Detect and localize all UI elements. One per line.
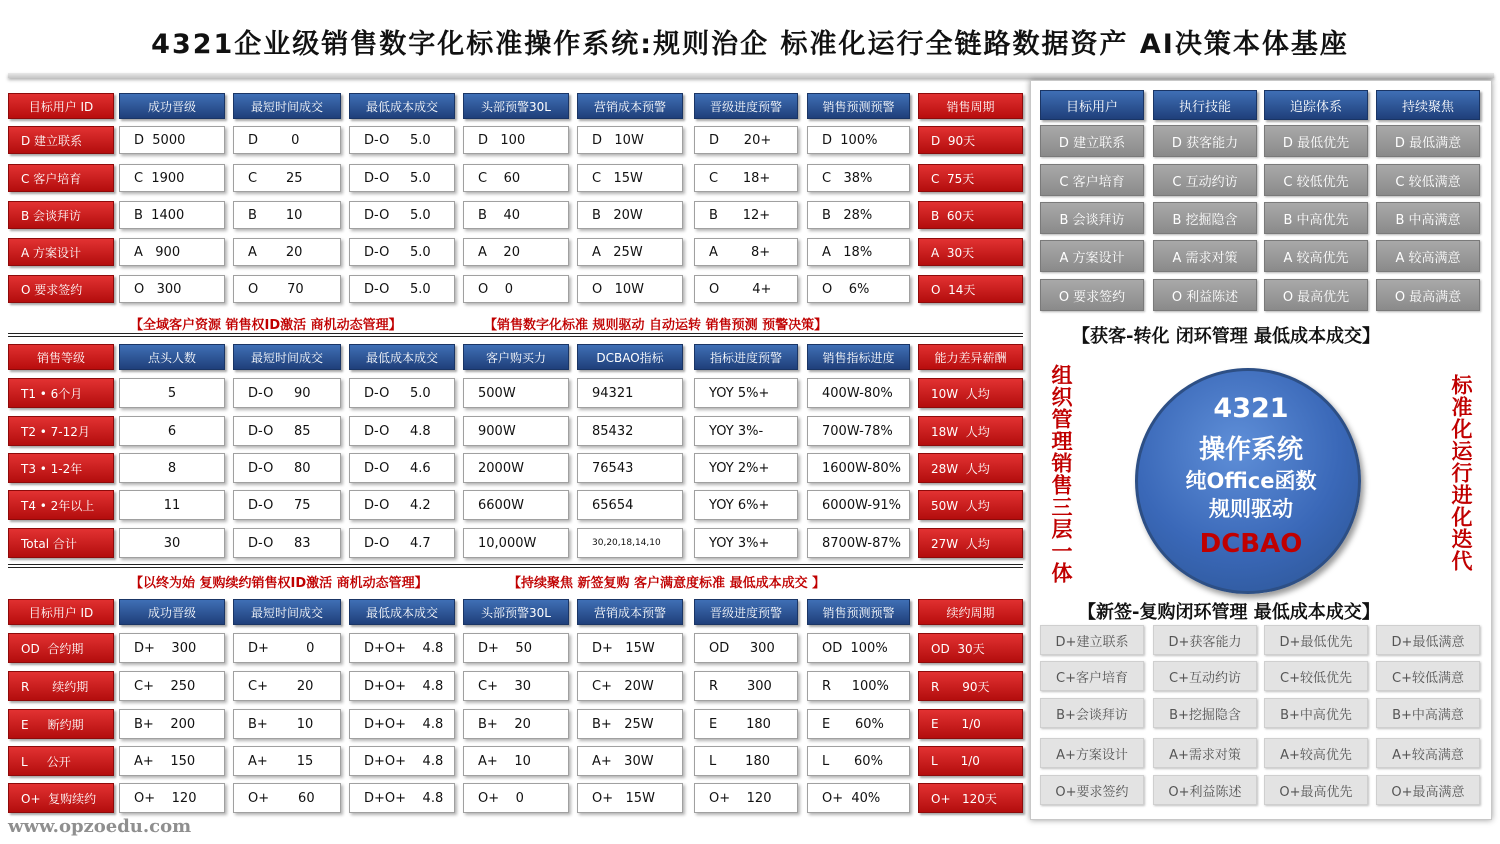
table2-header-0: 销售等级 (8, 344, 114, 370)
right-bottom-cell-r1-c0: C+客户培育 (1040, 661, 1144, 691)
table1-cell-r3-c5: A 25W (577, 238, 683, 266)
table2-cell-r1-c7: 700W-78% (807, 416, 910, 446)
table2-cell-r4-c0: Total 合计 (8, 528, 114, 558)
table2-cell-r3-c8: 50W 人均 (918, 490, 1023, 520)
right-header-1: 执行技能 (1153, 90, 1257, 120)
table1-header-2: 最短时间成交 (233, 93, 341, 119)
table3-cell-r3-c2: A+ 15 (233, 746, 341, 776)
table3-cell-r4-c5: O+ 15W (577, 783, 683, 813)
table2-cell-r0-c4: 500W (463, 378, 569, 408)
table1-cell-r3-c8: A 30天 (918, 238, 1023, 266)
table3-header-2: 最短时间成交 (233, 599, 341, 625)
table3-cell-r3-c4: A+ 10 (463, 746, 569, 776)
title-divider (8, 73, 1494, 78)
table1-cell-r1-c8: C 75天 (918, 164, 1023, 192)
right-top-cell-r2-c2: B 中高优先 (1264, 202, 1368, 234)
table2-cell-r2-c0: T3 • 1-2年 (8, 453, 114, 483)
table1-cell-r3-c2: A 20 (233, 238, 341, 266)
right-top-cell-r2-c1: B 挖掘隐含 (1153, 202, 1257, 234)
table3-cell-r0-c6: OD 300 (694, 633, 798, 663)
table1-header-6: 晋级进度预警 (694, 93, 798, 119)
table3-cell-r2-c6: E 180 (694, 709, 798, 739)
table3-cell-r2-c8: E 1/0 (918, 709, 1023, 739)
table3-cell-r1-c0: R 续约期 (8, 671, 114, 701)
table2-cell-r2-c3: D-O 4.6 (349, 453, 455, 483)
table1-cell-r4-c5: O 10W (577, 275, 683, 303)
table1-cell-r3-c0: A 方案设计 (8, 238, 114, 266)
table2-cell-r2-c4: 2000W (463, 453, 569, 483)
table1-cell-r2-c4: B 40 (463, 201, 569, 229)
table2-cell-r3-c6: YOY 6%+ (694, 490, 798, 520)
table1-cell-r4-c6: O 4+ (694, 275, 798, 303)
circle-line1: 4321 (1213, 393, 1289, 424)
table2-header-3: 最低成本成交 (349, 344, 455, 370)
right-top-cell-r3-c2: A 较高优先 (1264, 240, 1368, 272)
table3-cell-r4-c7: O+ 40% (807, 783, 910, 813)
table3-cell-r2-c3: D+O+ 4.8 (349, 709, 455, 739)
table3-cell-r2-c1: B+ 200 (119, 709, 225, 739)
table2-cell-r3-c2: D-O 75 (233, 490, 341, 520)
table2-cell-r4-c6: YOY 3%+ (694, 528, 798, 558)
right-bottom-cell-r0-c3: D+最低满意 (1376, 625, 1480, 655)
table3-cell-r3-c1: A+ 150 (119, 746, 225, 776)
table2-cell-r1-c8: 18W 人均 (918, 416, 1023, 446)
right-top-cell-r2-c0: B 会谈拜访 (1040, 202, 1144, 234)
table3-cell-r1-c2: C+ 20 (233, 671, 341, 701)
circle-line3: 纯Office函数 (1185, 469, 1317, 493)
table3-header-1: 成功晋级 (119, 599, 225, 625)
table2-cell-r0-c8: 10W 人均 (918, 378, 1023, 408)
page-title: 4321企业级销售数字化标准操作系统:规则治企 标准化运行全链路数据资产 AI决策本体基座 (151, 29, 1349, 60)
table3-cell-r0-c5: D+ 15W (577, 633, 683, 663)
table1-cell-r4-c7: O 6% (807, 275, 910, 303)
right-bottom-cell-r0-c1: D+获客能力 (1153, 625, 1257, 655)
table2-note-left: 【以终为始 复购续约销售权ID激活 商机动态管理】 (130, 576, 428, 591)
right-top-cell-r1-c3: C 较低满意 (1376, 164, 1480, 196)
table3-cell-r0-c4: D+ 50 (463, 633, 569, 663)
table1-cell-r3-c7: A 18% (807, 238, 910, 266)
right-top-cell-r0-c0: D 建立联系 (1040, 125, 1144, 157)
right-bottom-cell-r2-c0: B+会谈拜访 (1040, 698, 1144, 728)
right-bottom-cell-r3-c2: A+较高优先 (1264, 738, 1368, 768)
circle-line4: 规则驱动 (1209, 497, 1293, 521)
table3-cell-r3-c0: L 公开 (8, 746, 114, 776)
table1-cell-r4-c2: O 70 (233, 275, 341, 303)
table3-cell-r3-c7: L 60% (807, 746, 910, 776)
table1-cell-r4-c0: O 要求签约 (8, 275, 114, 303)
table3-cell-r4-c0: O+ 复购续约 (8, 783, 114, 813)
table3-cell-r1-c3: D+O+ 4.8 (349, 671, 455, 701)
core-circle (1135, 368, 1361, 594)
table2-cell-r0-c5: 94321 (577, 378, 683, 408)
table3-header-3: 最低成本成交 (349, 599, 455, 625)
right-bottom-cell-r2-c2: B+中高优先 (1264, 698, 1368, 728)
table2-cell-r3-c3: D-O 4.2 (349, 490, 455, 520)
table1-cell-r2-c1: B 1400 (119, 201, 225, 229)
table2-cell-r2-c7: 1600W-80% (807, 453, 910, 483)
right-top-cell-r0-c2: D 最低优先 (1264, 125, 1368, 157)
vertical-left-text: 组织管理销售三层一体 (1049, 364, 1073, 584)
table2-cell-r2-c8: 28W 人均 (918, 453, 1023, 483)
table2-cell-r3-c0: T4 • 2年以上 (8, 490, 114, 520)
table2-header-2: 最短时间成交 (233, 344, 341, 370)
table1-cell-r2-c5: B 20W (577, 201, 683, 229)
table1-cell-r2-c6: B 12+ (694, 201, 798, 229)
section-divider-2 (8, 564, 1023, 568)
table2-cell-r0-c1: 5 (119, 378, 225, 408)
right-top-cell-r2-c3: B 中高满意 (1376, 202, 1480, 234)
caption-acquire: 【获客-转化 闭环管理 最低成本成交】 (1072, 326, 1381, 347)
table1-cell-r1-c3: D-O 5.0 (349, 164, 455, 192)
table3-cell-r3-c8: L 1/0 (918, 746, 1023, 776)
table1-cell-r2-c2: B 10 (233, 201, 341, 229)
right-bottom-cell-r0-c0: D+建立联系 (1040, 625, 1144, 655)
right-bottom-cell-r2-c1: B+挖掘隐含 (1153, 698, 1257, 728)
table1-cell-r1-c5: C 15W (577, 164, 683, 192)
table2-cell-r3-c4: 6600W (463, 490, 569, 520)
right-top-cell-r4-c1: O 利益陈述 (1153, 279, 1257, 311)
section-divider-1 (8, 333, 1023, 337)
table2-cell-r0-c2: D-O 90 (233, 378, 341, 408)
table1-cell-r3-c1: A 900 (119, 238, 225, 266)
table2-cell-r0-c6: YOY 5%+ (694, 378, 798, 408)
table1-cell-r4-c4: O 0 (463, 275, 569, 303)
table3-cell-r0-c3: D+O+ 4.8 (349, 633, 455, 663)
right-top-cell-r0-c3: D 最低满意 (1376, 125, 1480, 157)
circle-brand: DCBAO (1199, 529, 1303, 559)
table1-header-0: 目标用户 ID (8, 93, 114, 119)
right-top-cell-r4-c2: O 最高优先 (1264, 279, 1368, 311)
table2-cell-r1-c3: D-O 4.8 (349, 416, 455, 446)
table2-cell-r1-c0: T2 • 7-12月 (8, 416, 114, 446)
table3-cell-r0-c2: D+ 0 (233, 633, 341, 663)
right-top-cell-r4-c0: O 要求签约 (1040, 279, 1144, 311)
table1-note-right: 【销售数字化标准 规则驱动 自动运转 销售预测 预警决策】 (484, 318, 828, 333)
table3-cell-r2-c7: E 60% (807, 709, 910, 739)
table3-cell-r1-c5: C+ 20W (577, 671, 683, 701)
table1-note-left: 【全域客户资源 销售权ID激活 商机动态管理】 (130, 318, 402, 333)
table3-header-8: 续约周期 (918, 599, 1023, 625)
table2-cell-r4-c3: D-O 4.7 (349, 528, 455, 558)
table1-cell-r2-c7: B 28% (807, 201, 910, 229)
table1-cell-r1-c6: C 18+ (694, 164, 798, 192)
table2-cell-r3-c1: 11 (119, 490, 225, 520)
right-bottom-cell-r3-c1: A+需求对策 (1153, 738, 1257, 768)
table1-cell-r0-c1: D 5000 (119, 126, 225, 154)
right-bottom-cell-r4-c2: O+最高优先 (1264, 775, 1368, 805)
table1-cell-r2-c8: B 60天 (918, 201, 1023, 229)
table1-cell-r2-c3: D-O 5.0 (349, 201, 455, 229)
table3-header-4: 头部预警30L (463, 599, 569, 625)
table1-cell-r4-c1: O 300 (119, 275, 225, 303)
right-top-cell-r4-c3: O 最高满意 (1376, 279, 1480, 311)
right-bottom-cell-r4-c3: O+最高满意 (1376, 775, 1480, 805)
table3-cell-r1-c7: R 100% (807, 671, 910, 701)
table3-cell-r2-c4: B+ 20 (463, 709, 569, 739)
table2-cell-r1-c4: 900W (463, 416, 569, 446)
table1-cell-r2-c0: B 会谈拜访 (8, 201, 114, 229)
table1-header-1: 成功晋级 (119, 93, 225, 119)
table1-cell-r0-c8: D 90天 (918, 126, 1023, 154)
table1-header-5: 营销成本预警 (577, 93, 683, 119)
table2-cell-r4-c1: 30 (119, 528, 225, 558)
right-header-3: 持续聚焦 (1376, 90, 1480, 120)
right-bottom-cell-r4-c1: O+利益陈述 (1153, 775, 1257, 805)
vertical-right-text: 标准化运行进化迭代 (1449, 374, 1473, 572)
table3-header-5: 营销成本预警 (577, 599, 683, 625)
caption-renew: 【新签-复购闭环管理 最低成本成交】 (1078, 602, 1380, 623)
table3-cell-r4-c6: O+ 120 (694, 783, 798, 813)
table2-cell-r0-c0: T1 • 6个月 (8, 378, 114, 408)
table1-cell-r0-c4: D 100 (463, 126, 569, 154)
right-top-cell-r3-c3: A 较高满意 (1376, 240, 1480, 272)
table3-cell-r4-c2: O+ 60 (233, 783, 341, 813)
table2-cell-r4-c5: 30,20,18,14,10 (577, 528, 683, 558)
footer-url: www.opzoedu.com (8, 816, 192, 837)
table2-header-1: 点头人数 (119, 344, 225, 370)
right-bottom-cell-r1-c3: C+较低满意 (1376, 661, 1480, 691)
table1-cell-r3-c6: A 8+ (694, 238, 798, 266)
table2-cell-r2-c2: D-O 80 (233, 453, 341, 483)
table1-cell-r4-c3: D-O 5.0 (349, 275, 455, 303)
table3-cell-r4-c4: O+ 0 (463, 783, 569, 813)
table1-cell-r0-c7: D 100% (807, 126, 910, 154)
right-bottom-cell-r0-c2: D+最低优先 (1264, 625, 1368, 655)
table1-cell-r0-c6: D 20+ (694, 126, 798, 154)
table3-cell-r4-c8: O+ 120天 (918, 783, 1023, 813)
table3-cell-r2-c0: E 断约期 (8, 709, 114, 739)
table1-cell-r1-c1: C 1900 (119, 164, 225, 192)
table3-cell-r3-c6: L 180 (694, 746, 798, 776)
table2-cell-r0-c3: D-O 5.0 (349, 378, 455, 408)
right-header-0: 目标用户 (1040, 90, 1144, 120)
table3-cell-r0-c8: OD 30天 (918, 633, 1023, 663)
table1-cell-r1-c7: C 38% (807, 164, 910, 192)
table2-header-6: 指标进度预警 (694, 344, 798, 370)
table2-cell-r0-c7: 400W-80% (807, 378, 910, 408)
table1-header-8: 销售周期 (918, 93, 1023, 119)
table3-cell-r0-c0: OD 合约期 (8, 633, 114, 663)
table3-cell-r1-c6: R 300 (694, 671, 798, 701)
table2-cell-r4-c8: 27W 人均 (918, 528, 1023, 558)
table3-cell-r0-c1: D+ 300 (119, 633, 225, 663)
right-bottom-cell-r1-c1: C+互动约访 (1153, 661, 1257, 691)
table3-header-7: 销售预测预警 (807, 599, 910, 625)
table2-cell-r2-c1: 8 (119, 453, 225, 483)
table2-header-5: DCBAO指标 (577, 344, 683, 370)
right-bottom-cell-r4-c0: O+要求签约 (1040, 775, 1144, 805)
table2-cell-r2-c6: YOY 2%+ (694, 453, 798, 483)
table2-cell-r2-c5: 76543 (577, 453, 683, 483)
table1-cell-r0-c0: D 建立联系 (8, 126, 114, 154)
table1-header-4: 头部预警30L (463, 93, 569, 119)
right-bottom-cell-r2-c3: B+中高满意 (1376, 698, 1480, 728)
table1-cell-r3-c4: A 20 (463, 238, 569, 266)
table2-header-4: 客户购买力 (463, 344, 569, 370)
table1-cell-r0-c2: D 0 (233, 126, 341, 154)
right-top-cell-r3-c0: A 方案设计 (1040, 240, 1144, 272)
right-top-cell-r1-c1: C 互动约访 (1153, 164, 1257, 196)
table1-cell-r1-c2: C 25 (233, 164, 341, 192)
table3-cell-r0-c7: OD 100% (807, 633, 910, 663)
table2-note-right: 【持续聚焦 新签复购 客户满意度标准 最低成本成交 】 (508, 576, 826, 591)
table2-header-8: 能力差异薪酬 (918, 344, 1023, 370)
table3-cell-r2-c2: B+ 10 (233, 709, 341, 739)
table3-cell-r4-c1: O+ 120 (119, 783, 225, 813)
table2-cell-r1-c5: 85432 (577, 416, 683, 446)
table3-header-6: 晋级进度预警 (694, 599, 798, 625)
table2-cell-r1-c6: YOY 3%- (694, 416, 798, 446)
right-top-cell-r3-c1: A 需求对策 (1153, 240, 1257, 272)
right-bottom-cell-r3-c0: A+方案设计 (1040, 738, 1144, 768)
right-top-cell-r1-c2: C 较低优先 (1264, 164, 1368, 196)
right-bottom-cell-r3-c3: A+较高满意 (1376, 738, 1480, 768)
table1-cell-r0-c5: D 10W (577, 126, 683, 154)
right-top-cell-r0-c1: D 获客能力 (1153, 125, 1257, 157)
table2-cell-r3-c5: 65654 (577, 490, 683, 520)
right-top-cell-r1-c0: C 客户培育 (1040, 164, 1144, 196)
table2-cell-r1-c2: D-O 85 (233, 416, 341, 446)
table1-cell-r0-c3: D-O 5.0 (349, 126, 455, 154)
circle-line2: 操作系统 (1198, 435, 1303, 465)
table3-cell-r3-c3: D+O+ 4.8 (349, 746, 455, 776)
right-bottom-cell-r1-c2: C+较低优先 (1264, 661, 1368, 691)
table1-cell-r3-c3: D-O 5.0 (349, 238, 455, 266)
table1-cell-r4-c8: O 14天 (918, 275, 1023, 303)
table1-header-3: 最低成本成交 (349, 93, 455, 119)
table1-header-7: 销售预测预警 (807, 93, 910, 119)
table2-header-7: 销售指标进度 (807, 344, 910, 370)
table2-cell-r4-c4: 10,000W (463, 528, 569, 558)
table1-cell-r1-c4: C 60 (463, 164, 569, 192)
table2-cell-r1-c1: 6 (119, 416, 225, 446)
table3-cell-r1-c8: R 90天 (918, 671, 1023, 701)
table3-cell-r3-c5: A+ 30W (577, 746, 683, 776)
right-header-2: 追踪体系 (1264, 90, 1368, 120)
table3-cell-r1-c1: C+ 250 (119, 671, 225, 701)
table3-cell-r4-c3: D+O+ 4.8 (349, 783, 455, 813)
table2-cell-r3-c7: 6000W-91% (807, 490, 910, 520)
table3-header-0: 目标用户 ID (8, 599, 114, 625)
table1-cell-r1-c0: C 客户培育 (8, 164, 114, 192)
table2-cell-r4-c7: 8700W-87% (807, 528, 910, 558)
table2-cell-r4-c2: D-O 83 (233, 528, 341, 558)
table3-cell-r2-c5: B+ 25W (577, 709, 683, 739)
table3-cell-r1-c4: C+ 30 (463, 671, 569, 701)
